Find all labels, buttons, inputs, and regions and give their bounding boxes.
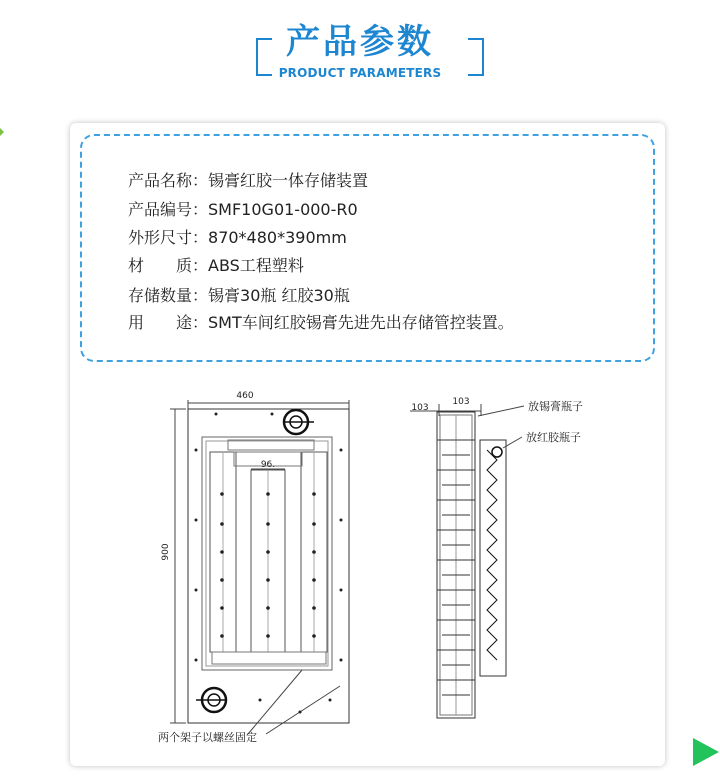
spec-value: SMT车间红胶锡膏先进先出存储管控装置。 xyxy=(208,313,514,332)
spec-label: 材 质： xyxy=(128,256,209,275)
dim-side-left: 103 xyxy=(411,403,429,413)
label-glue-bottles: 放红胶瓶子 xyxy=(526,431,581,444)
side-view xyxy=(410,404,524,718)
spec-label: 产品名称： xyxy=(128,171,209,190)
section-subtitle: PRODUCT PARAMETERS xyxy=(278,66,442,80)
dim-side-right: 103 xyxy=(452,397,470,407)
spec-label: 用 途： xyxy=(128,313,209,332)
next-arrow-icon[interactable] xyxy=(693,738,719,766)
dim-inner-gap: 96. xyxy=(260,460,276,470)
label-screw-note: 两个架子以螺丝固定 xyxy=(158,731,257,744)
spec-label: 外形尺寸： xyxy=(128,228,209,247)
spec-value: 锡膏30瓶 红胶30瓶 xyxy=(208,286,350,305)
spec-label: 产品编号： xyxy=(128,200,209,219)
spec-value: SMF10G01-000-R0 xyxy=(208,200,358,219)
dim-front-height: 900 xyxy=(161,543,171,561)
spec-value: 870*480*390mm xyxy=(208,228,347,247)
label-solder-bottles: 放锡膏瓶子 xyxy=(528,400,583,413)
dim-front-width: 460 xyxy=(236,391,254,401)
spec-value: ABS工程塑料 xyxy=(208,256,304,275)
spec-label: 存储数量： xyxy=(128,286,209,305)
spec-value: 锡膏红胶一体存储装置 xyxy=(208,171,369,190)
section-title: 产品参数 xyxy=(286,22,434,62)
